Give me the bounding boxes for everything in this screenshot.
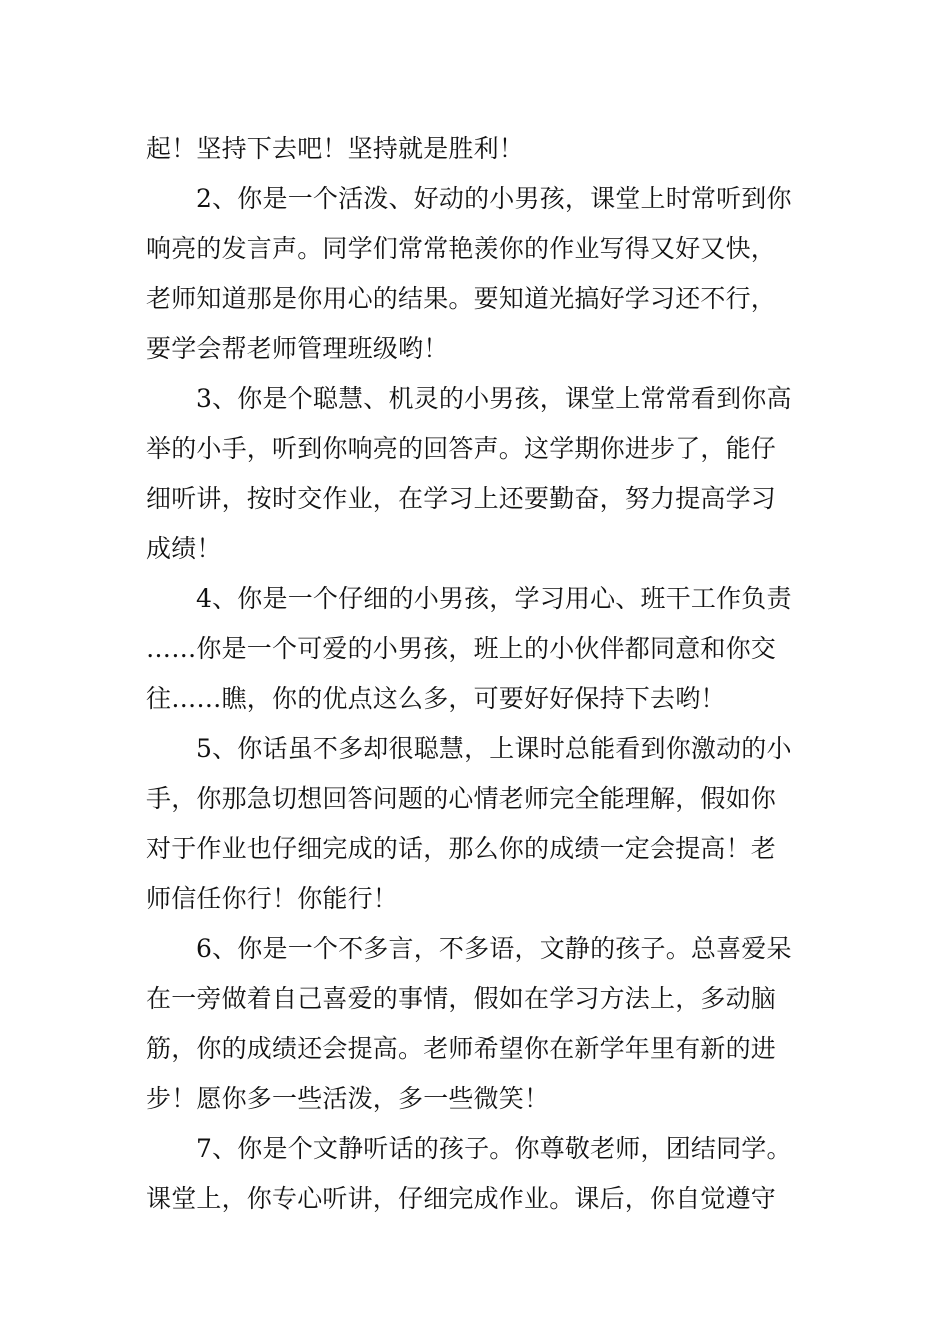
- text-line: 往……瞧，你的优点这么多，可要好好保持下去哟！: [146, 684, 726, 713]
- text-line: 起！坚持下去吧！坚持就是胜利！: [146, 134, 525, 163]
- text-line: 课堂上，你专心听讲，仔细完成作业。课后，你自觉遵守: [146, 1184, 777, 1213]
- text-line: 筋，你的成绩还会提高。老师希望你在新学年里有新的进: [146, 1034, 777, 1063]
- text-line: 6、你是一个不多言，不多语，文静的孩子。总喜爱呆: [196, 934, 792, 963]
- text-line: 在一旁做着自己喜爱的事情，假如在学习方法上，多动脑: [146, 984, 777, 1013]
- text-line: 老师知道那是你用心的结果。要知道光搞好学习还不行，: [146, 284, 777, 313]
- text-line: 手，你那急切想回答问题的心情老师完全能理解，假如你: [146, 784, 777, 813]
- text-line: 步！愿你多一些活泼，多一些微笑！: [146, 1084, 550, 1113]
- text-line: 3、你是个聪慧、机灵的小男孩，课堂上常常看到你高: [196, 384, 792, 413]
- text-line: 对于作业也仔细完成的话，那么你的成绩一定会提高！老: [146, 834, 777, 863]
- text-line: 细听讲，按时交作业，在学习上还要勤奋，努力提高学习: [146, 484, 777, 513]
- text-line: 成绩！: [146, 534, 222, 563]
- text-line: ……你是一个可爱的小男孩，班上的小伙伴都同意和你交: [146, 634, 777, 663]
- text-line: 师信任你行！你能行！: [146, 884, 399, 913]
- text-line: 4、你是一个仔细的小男孩，学习用心、班干工作负责: [196, 584, 792, 613]
- text-line: 7、你是个文静听话的孩子。你尊敬老师，团结同学。: [196, 1134, 792, 1163]
- text-line: 举的小手，听到你响亮的回答声。这学期你进步了，能仔: [146, 434, 777, 463]
- text-line: 响亮的发言声。同学们常常艳羡你的作业写得又好又快，: [146, 234, 777, 263]
- text-line: 5、你话虽不多却很聪慧，上课时总能看到你激动的小: [196, 734, 792, 763]
- text-line: 2、你是一个活泼、好动的小男孩，课堂上时常听到你: [196, 184, 792, 213]
- text-line: 要学会帮老师管理班级哟！: [146, 334, 449, 363]
